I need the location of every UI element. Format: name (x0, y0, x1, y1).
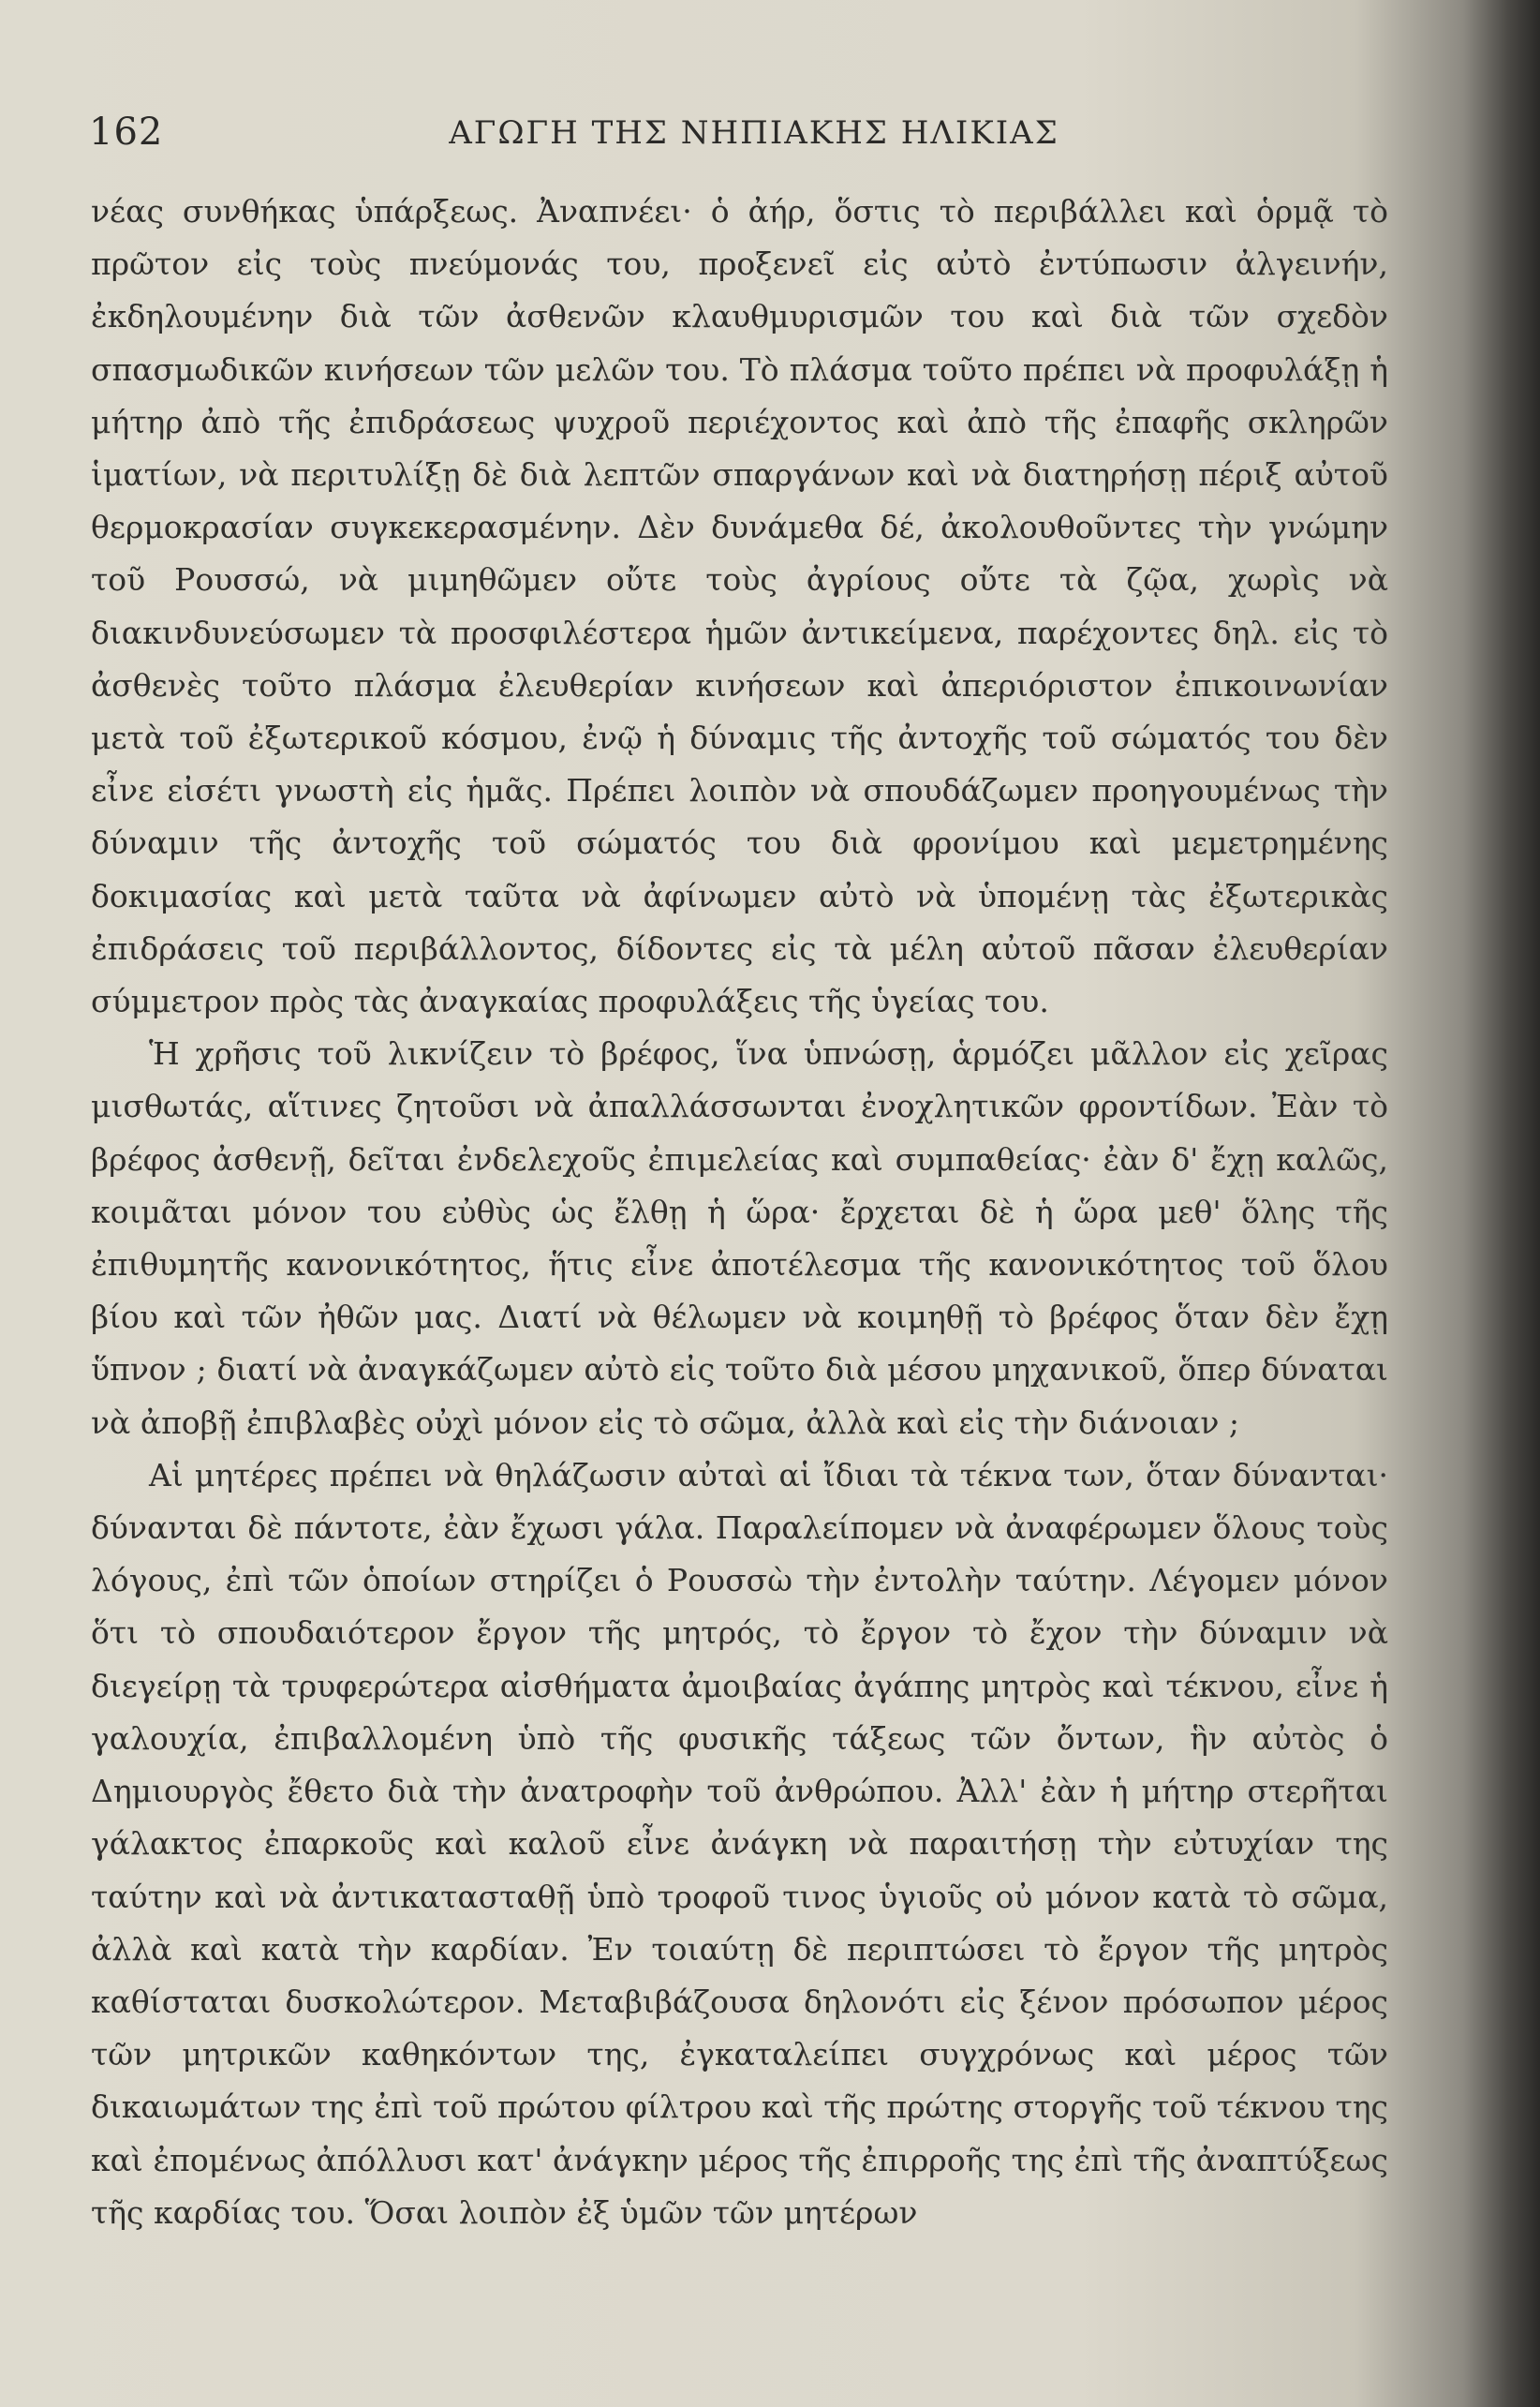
page-number: 162 (89, 111, 164, 154)
page-header (89, 111, 1419, 167)
paragraph-2: Ἡ χρῆσις τοῦ λικνίζειν τὸ βρέφος, ἵνα ὑπνώσῃ, ἁρμόζει μᾶλλον εἰς χεῖρας μισθωτάς, αἵτινες ζητοῦσι νὰ ἀπαλλάσσωνται ἐνοχλητικῶν φροντίδων. Ἐὰν τὸ βρέφος ἀσθενῇ, δεῖται ἐνδελεχοῦς ἐπιμελείας καὶ συμπαθείας· ἐὰν δ' ἔχῃ καλῶς, κοιμᾶται μόνον του εὐθὺς ὡς ἔλθῃ ἡ ὥρα· ἔρχεται δὲ ἡ ὥρα μεθ' ὅλης τῆς ἐπιθυμητῆς κανονικότητος, ἥτις εἶνε ἀποτέλεσμα τῆς κανονικότητος τοῦ ὅλου βίου καὶ τῶν ἠθῶν μας. Διατί νὰ θέλωμεν νὰ κοιμηθῇ τὸ βρέφος ὅταν δὲν ἔχῃ ὕπνον ; διατί νὰ ἀναγκάζωμεν αὐτὸ εἰς τοῦτο διὰ μέσου μηχανικοῦ, ὅπερ δύναται νὰ ἀποβῇ ἐπιβλαβὲς οὐχὶ μόνον εἰς τὸ σῶμα, ἀλλὰ καὶ εἰς τὴν διάνοιαν ; (91, 1035, 1388, 1441)
paragraph-3: Αἱ μητέρες πρέπει νὰ θηλάζωσιν αὐταὶ αἱ ἴδιαι τὰ τέκνα των, ὅταν δύνανται· δύνανται δὲ πάντοτε, ἐὰν ἔχωσι γάλα. Παραλείπομεν νὰ ἀναφέρωμεν ὅλους τοὺς λόγους, ἐπὶ τῶν ὁποίων στηρίζει ὁ Ρουσσὼ τὴν ἐντολὴν ταύτην. Λέγομεν μόνον ὅτι τὸ σπουδαιότερον ἔργον τῆς μητρός, τὸ ἔργον τὸ ἔχον τὴν δύναμιν νὰ διεγείρῃ τὰ τρυφερώτερα αἰσθήματα ἀμοιβαίας ἀγάπης μητρὸς καὶ τέκνου, εἶνε ἡ γαλουχία, ἐπιβαλλομένη ὑπὸ τῆς φυσικῆς τάξεως τῶν ὄντων, ἣν αὐτὸς ὁ Δημιουργὸς ἔθετο διὰ τὴν ἀνατροφὴν τοῦ ἀνθρώπου. Ἀλλ' ἐὰν ἡ μήτηρ στερῆται γάλακτος ἐπαρκοῦς καὶ καλοῦ εἶνε ἀνάγκη νὰ παραιτήσῃ τὴν εὐτυχίαν της ταύτην καὶ νὰ ἀντικατασταθῇ ὑπὸ τροφοῦ τινος ὑγιοῦς οὐ μόνον κατὰ τὸ σῶμα, ἀλλὰ καὶ κατὰ τὴν καρδίαν. Ἐν τοιαύτῃ δὲ περιπτώσει τὸ ἔργον τῆς μητρὸς καθίσταται δυσκολώτερον. Μεταβιβάζουσα δηλονότι εἰς ξένον πρόσωπον μέρος τῶν μητρικῶν καθηκόντων της, ἐγκαταλείπει συγχρόνως καὶ μέρος τῶν δικαιωμάτων της ἐπὶ τοῦ πρώτου φίλτρου καὶ τῆς πρώτης στοργῆς τοῦ τέκνου της καὶ ἐπομένως ἀπόλλυσι κατ' ἀνάγκην μέρος τῆς ἐπιρροῆς της ἐπὶ τῆς ἀναπτύξεως τῆς καρδίας του. Ὅσαι λοιπὸν ἐξ ὑμῶν τῶν μητέρων (91, 1456, 1388, 2231)
body-text (91, 186, 1388, 2239)
paragraph-1: νέας συνθήκας ὑπάρξεως. Ἀναπνέει· ὁ ἀήρ, ὅστις τὸ περιβάλλει καὶ ὁρμᾷ τὸ πρῶτον εἰς τοὺς πνεύμονάς του, προξενεῖ εἰς αὐτὸ ἐντύπωσιν ἀλγεινήν, ἐκδηλουμένην διὰ τῶν ἀσθενῶν κλαυθμυρισμῶν του καὶ διὰ τῶν σχεδὸν σπασμωδικῶν κινήσεων τῶν μελῶν του. Τὸ πλάσμα τοῦτο πρέπει νὰ προφυλάξῃ ἡ μήτηρ ἀπὸ τῆς ἐπιδράσεως ψυχροῦ περιέχοντος καὶ ἀπὸ τῆς ἐπαφῆς σκληρῶν ἱματίων, νὰ περιτυλίξῃ δὲ διὰ λεπτῶν σπαργάνων καὶ νὰ διατηρήσῃ πέριξ αὐτοῦ θερμοκρασίαν συγκεκερασμένην. Δὲν δυνάμεθα δέ, ἀκολουθοῦντες τὴν γνώμην τοῦ Ρουσσώ, νὰ μιμηθῶμεν οὔτε τοὺς ἀγρίους οὔτε τὰ ζῷα, χωρὶς νὰ διακινδυνεύσωμεν τὰ προσφιλέστερα ἡμῶν ἀντικείμενα, παρέχοντες δηλ. εἰς τὸ ἀσθενὲς τοῦτο πλάσμα ἐλευθερίαν κινήσεων καὶ ἀπεριόριστον ἐπικοινωνίαν μετὰ τοῦ ἐξωτερικοῦ κόσμου, ἐνῷ ἡ δύναμις τῆς ἀντοχῆς τοῦ σώματός του δὲν εἶνε εἰσέτι γνωστὴ εἰς ἡμᾶς. Πρέπει λοιπὸν νὰ σπουδάζωμεν προηγουμένως τὴν δύναμιν τῆς ἀντοχῆς τοῦ σώματός του διὰ φρονίμου καὶ μεμετρημένης δοκιμασίας καὶ μετὰ ταῦτα νὰ ἀφίνωμεν αὐτὸ νὰ ὑπομένῃ τὰς ἐξωτερικὰς ἐπιδράσεις τοῦ περιβάλλοντος, δίδοντες εἰς τὰ μέλη αὐτοῦ πᾶσαν ἐλευθερίαν σύμμετρον πρὸς τὰς ἀναγκαίας προφυλάξεις τῆς ὑγείας του. (91, 193, 1388, 1020)
running-title: ΑΓΩΓΗ ΤΗΣ ΝΗΠΙΑΚΗΣ ΗΛΙΚΙΑΣ (449, 114, 1059, 152)
